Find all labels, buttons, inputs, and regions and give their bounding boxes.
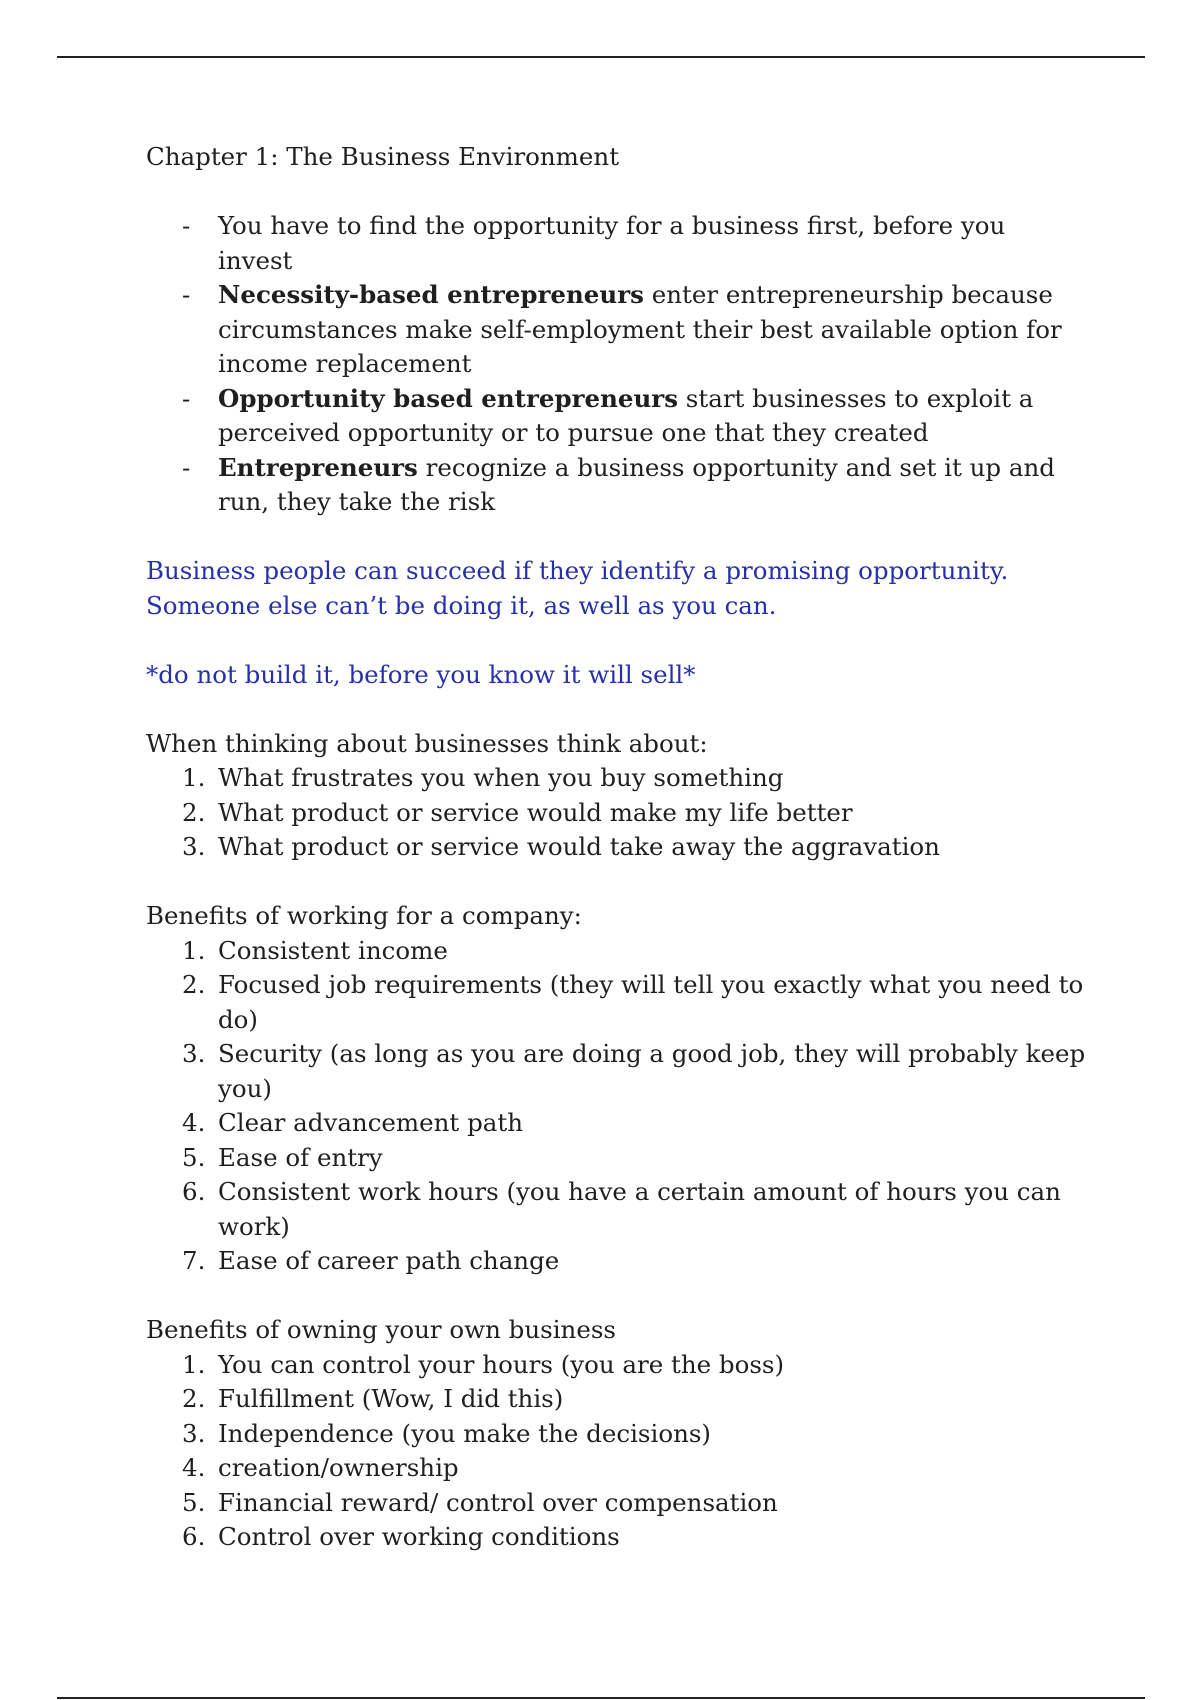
list-item xyxy=(146,968,1086,1037)
list-item xyxy=(146,1244,1086,1279)
list-item-text: Control over working conditions xyxy=(218,1522,620,1551)
dash-marker: - xyxy=(182,280,191,309)
list-item-text: Consistent work hours (you have a certain amount of hours you can work) xyxy=(218,1177,1061,1241)
chapter-heading: Chapter 1: The Business Environment xyxy=(146,142,620,171)
document-body xyxy=(146,140,1086,1555)
list-item-text: Clear advancement path xyxy=(218,1108,523,1137)
list-item xyxy=(146,278,1086,382)
list-number: 2. xyxy=(182,797,206,827)
list-item-text: Consistent income xyxy=(218,935,448,965)
list-item-text: Fulfillment (Wow, I did this) xyxy=(218,1384,564,1413)
thinking-title: When thinking about businesses think about: xyxy=(146,728,708,758)
bottom-rule xyxy=(57,1697,1145,1699)
term-necessity: Necessity-based entrepreneurs xyxy=(218,280,644,309)
dash-marker: - xyxy=(182,211,191,240)
list-number: 7. xyxy=(182,1246,206,1275)
list-item xyxy=(146,1037,1086,1106)
list-number: 6. xyxy=(182,1177,206,1206)
list-item xyxy=(146,451,1086,520)
list-number: 2. xyxy=(182,1384,206,1413)
own-business-title: Benefits of owning your own business xyxy=(146,1315,616,1344)
list-item-text: What product or service would make my life better xyxy=(218,797,853,827)
list-item-text: enter entrepreneurship because circumstances make self-employment their best available option for income replacement xyxy=(218,280,1062,378)
list-item-text: Ease of entry xyxy=(218,1142,383,1172)
list-item xyxy=(146,1141,1086,1176)
list-item-text: What product or service would take away the aggravation xyxy=(218,832,940,861)
list-item xyxy=(146,1382,1086,1417)
list-item-text: Independence (you make the decisions) xyxy=(218,1418,711,1448)
list-number: 6. xyxy=(182,1522,206,1551)
dash-marker: - xyxy=(182,452,191,482)
list-number: 3. xyxy=(182,1039,206,1068)
list-number: 4. xyxy=(182,1108,206,1137)
list-item-text: Focused job requirements (they will tell you exactly what you need to do) xyxy=(218,970,1084,1034)
list-item xyxy=(146,1486,1086,1521)
list-item xyxy=(146,1348,1086,1383)
list-number: 1. xyxy=(182,935,206,965)
list-item xyxy=(146,1106,1086,1141)
entrepreneur-list xyxy=(146,209,1086,520)
list-item xyxy=(146,1417,1086,1452)
list-item xyxy=(146,1520,1086,1555)
list-number: 3. xyxy=(182,832,206,861)
list-number: 1. xyxy=(182,1349,206,1379)
list-number: 5. xyxy=(182,1142,206,1172)
highlight-quote: *do not build it, before you know it will sell* xyxy=(146,659,696,689)
list-item-text: You can control your hours (you are the boss) xyxy=(218,1349,785,1379)
highlight-note: Business people can succeed if they identify a promising opportunity. Someone else can’t be doing it, as well as you can. xyxy=(146,556,1009,620)
term-opportunity: Opportunity based entrepreneurs xyxy=(218,383,678,413)
list-item-text: You have to find the opportunity for a business first, before you invest xyxy=(218,211,1006,275)
list-item-text: creation/ownership xyxy=(218,1453,459,1482)
list-item-text: Ease of career path change xyxy=(218,1246,560,1275)
list-item xyxy=(146,1175,1086,1244)
thinking-list xyxy=(146,761,1086,865)
list-item-text: start businesses to exploit a perceived opportunity or to pursue one that they created xyxy=(218,383,1034,447)
list-number: 1. xyxy=(182,763,206,792)
list-item xyxy=(146,1451,1086,1486)
list-item-text: Financial reward/ control over compensation xyxy=(218,1487,778,1517)
list-item xyxy=(146,761,1086,796)
list-item xyxy=(146,934,1086,969)
list-item-text: recognize a business opportunity and set it up and run, they take the risk xyxy=(218,452,1055,516)
list-item-text: What frustrates you when you buy something xyxy=(218,763,784,792)
company-benefits-list xyxy=(146,934,1086,1279)
list-number: 2. xyxy=(182,970,206,999)
list-number: 4. xyxy=(182,1453,206,1482)
list-item-text: Security (as long as you are doing a good job, they will probably keep you) xyxy=(218,1039,1086,1103)
list-item xyxy=(146,209,1086,278)
company-title: Benefits of working for a company: xyxy=(146,901,582,930)
list-number: 3. xyxy=(182,1418,206,1448)
list-item xyxy=(146,382,1086,451)
dash-marker: - xyxy=(182,383,191,413)
term-entrepreneurs: Entrepreneurs xyxy=(218,452,418,482)
top-rule xyxy=(57,56,1145,58)
list-item xyxy=(146,830,1086,865)
list-number: 5. xyxy=(182,1487,206,1517)
list-item xyxy=(146,796,1086,831)
own-business-benefits-list xyxy=(146,1348,1086,1555)
